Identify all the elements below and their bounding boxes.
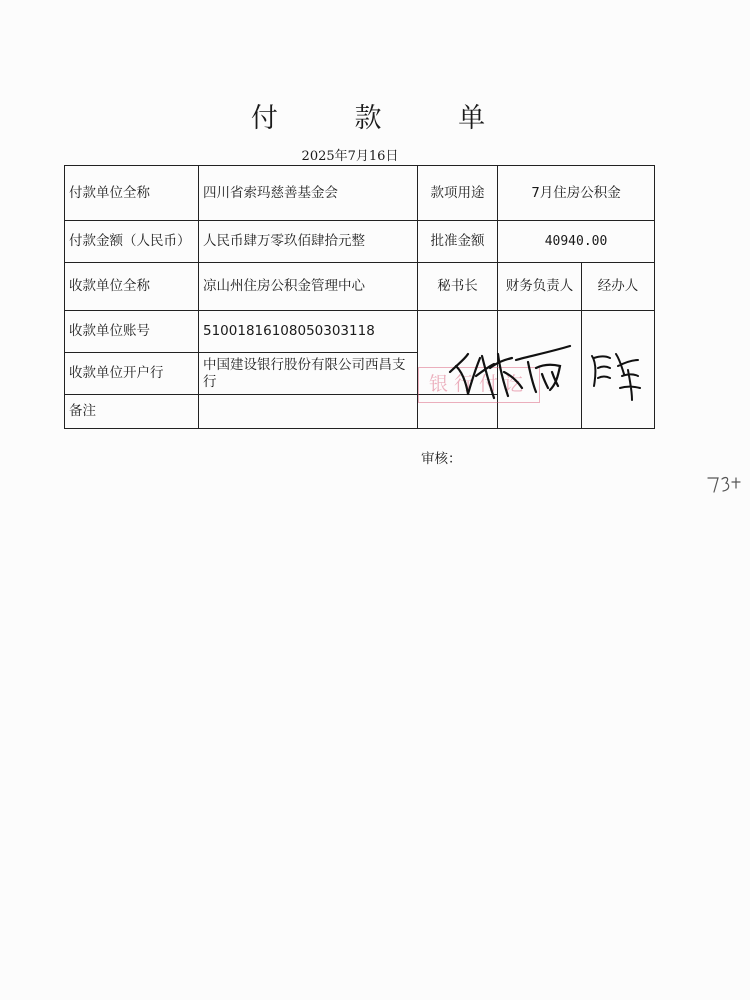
remarks-label: 备注 — [65, 395, 199, 429]
secretary-general-label: 秘书长 — [418, 263, 498, 311]
payee-account-label: 收款单位账号 — [65, 311, 199, 353]
finance-head-label: 财务负责人 — [498, 263, 582, 311]
payer-name-value: 四川省索玛慈善基金会 — [199, 166, 418, 221]
amount-words-value: 人民币肆万零玖佰肆拾元整 — [199, 221, 418, 263]
remarks-value — [199, 395, 418, 429]
document-title: 付 款 单 — [250, 103, 520, 134]
table-row — [65, 221, 655, 263]
payee-account-value: 51001816108050303118 — [199, 311, 418, 353]
table-row — [65, 166, 655, 221]
review-label: 审核： — [421, 451, 462, 467]
payee-bank-value: 中国建设银行股份有限公司西昌支行 — [199, 353, 418, 395]
payee-name-value: 凉山州住房公积金管理中心 — [199, 263, 418, 311]
table-row — [65, 263, 655, 311]
approved-amount-value: 40940.00 — [498, 221, 655, 263]
bank-paid-stamp: 银行付讫 — [418, 367, 540, 403]
purpose-value: 7月住房公积金 — [498, 166, 655, 221]
payee-bank-label: 收款单位开户行 — [65, 353, 199, 395]
approved-amount-label: 批准金额 — [418, 221, 498, 263]
payer-name-label: 付款单位全称 — [65, 166, 199, 221]
handwritten-page-number — [706, 474, 742, 496]
handler-label: 经办人 — [582, 263, 655, 311]
amount-label: 付款金额（人民币） — [65, 221, 199, 263]
document-date: 2025年7月16日 — [301, 149, 399, 164]
payment-form-table — [64, 165, 655, 429]
purpose-label: 款项用途 — [418, 166, 498, 221]
table-row — [65, 311, 655, 353]
handler-signature-cell — [582, 311, 655, 429]
payee-name-label: 收款单位全称 — [65, 263, 199, 311]
